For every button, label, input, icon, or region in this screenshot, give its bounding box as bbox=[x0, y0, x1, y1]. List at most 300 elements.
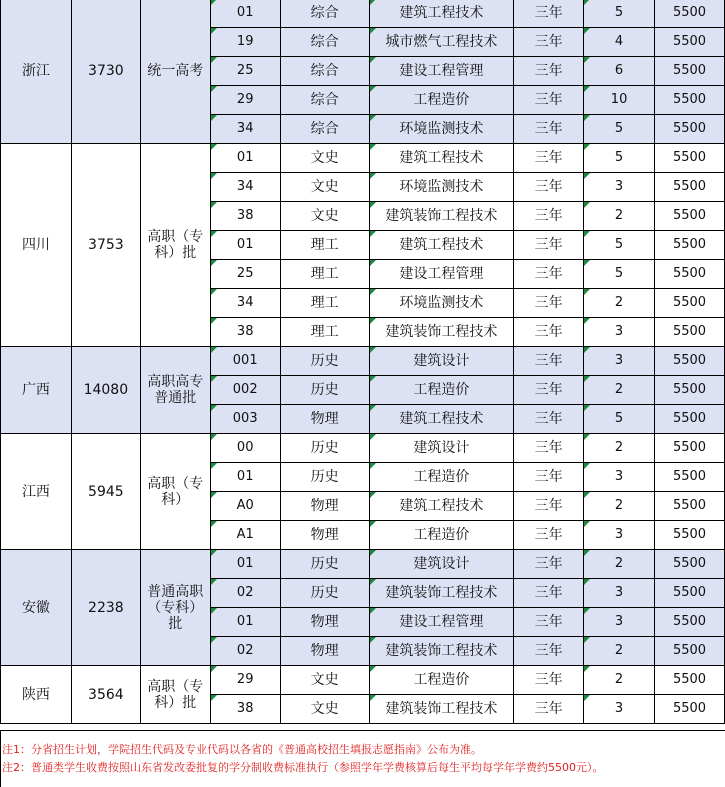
major-code-text: 01 bbox=[236, 614, 254, 629]
major-code-cell bbox=[210, 86, 280, 115]
plan-count-text: 2 bbox=[614, 382, 624, 397]
province-cell: 浙江 bbox=[1, 0, 72, 144]
school-code-cell: 2238 bbox=[71, 550, 140, 666]
tuition-cell bbox=[655, 318, 725, 347]
tuition-text: 5500 bbox=[672, 672, 707, 687]
table-row bbox=[1, 347, 725, 376]
major-code-cell bbox=[210, 347, 280, 376]
major-code-text: 01 bbox=[236, 556, 254, 571]
major-code-cell bbox=[210, 637, 280, 666]
plan-count-text: 5 bbox=[614, 237, 624, 252]
province-cell: 安徽 bbox=[1, 550, 72, 666]
duration-cell bbox=[514, 434, 584, 463]
major-code-text: 29 bbox=[236, 672, 254, 687]
major-name-text: 建设工程管理 bbox=[399, 63, 484, 79]
subject-category-text: 理工 bbox=[310, 324, 339, 340]
duration-text: 三年 bbox=[534, 411, 563, 427]
duration-cell bbox=[514, 695, 584, 724]
comment-marker-icon bbox=[211, 637, 217, 643]
plan-count-text: 2 bbox=[614, 643, 624, 658]
major-name-cell bbox=[369, 492, 514, 521]
comment-marker-icon bbox=[370, 202, 376, 208]
duration-cell bbox=[514, 144, 584, 173]
major-code-text: 01 bbox=[236, 150, 254, 165]
comment-marker-icon bbox=[211, 463, 217, 469]
major-name-text: 建筑装饰工程技术 bbox=[385, 643, 498, 659]
school-code-cell: 3730 bbox=[71, 0, 140, 144]
comment-marker-icon bbox=[211, 202, 217, 208]
tuition-text: 5500 bbox=[672, 353, 707, 368]
tuition-cell bbox=[655, 347, 725, 376]
duration-cell bbox=[514, 28, 584, 57]
plan-count-text: 3 bbox=[614, 614, 624, 629]
major-code-cell bbox=[210, 550, 280, 579]
comment-marker-icon bbox=[211, 521, 217, 527]
subject-category-cell bbox=[280, 144, 369, 173]
batch-cell: 统一高考 bbox=[140, 0, 210, 144]
plan-count-text: 5 bbox=[614, 150, 624, 165]
major-name-text: 工程造价 bbox=[413, 92, 470, 108]
plan-count-cell bbox=[584, 202, 655, 231]
major-name-cell bbox=[369, 579, 514, 608]
tuition-cell bbox=[655, 463, 725, 492]
major-code-text: 34 bbox=[236, 179, 254, 194]
subject-category-cell bbox=[280, 579, 369, 608]
major-name-cell bbox=[369, 173, 514, 202]
duration-cell bbox=[514, 637, 584, 666]
tuition-text: 5500 bbox=[672, 92, 707, 107]
tuition-cell bbox=[655, 579, 725, 608]
plan-count-text: 3 bbox=[614, 324, 624, 339]
subject-category-cell bbox=[280, 260, 369, 289]
subject-category-cell bbox=[280, 86, 369, 115]
duration-text: 三年 bbox=[534, 643, 563, 659]
subject-category-cell bbox=[280, 608, 369, 637]
subject-category-cell bbox=[280, 550, 369, 579]
comment-marker-icon bbox=[584, 579, 590, 585]
major-name-text: 环境监测技术 bbox=[399, 179, 484, 195]
comment-marker-icon bbox=[211, 289, 217, 295]
subject-category-text: 综合 bbox=[310, 34, 339, 50]
plan-count-cell bbox=[584, 434, 655, 463]
major-code-text: 25 bbox=[236, 266, 254, 281]
major-code-cell bbox=[210, 144, 280, 173]
major-name-cell bbox=[369, 57, 514, 86]
major-name-cell bbox=[369, 608, 514, 637]
comment-marker-icon bbox=[370, 289, 376, 295]
tuition-text: 5500 bbox=[672, 34, 707, 49]
major-code-cell bbox=[210, 695, 280, 724]
subject-category-cell bbox=[280, 637, 369, 666]
tuition-text: 5500 bbox=[672, 5, 707, 20]
subject-category-cell bbox=[280, 695, 369, 724]
major-code-text: 02 bbox=[236, 643, 254, 658]
duration-cell bbox=[514, 86, 584, 115]
tuition-cell bbox=[655, 434, 725, 463]
duration-cell bbox=[514, 260, 584, 289]
tuition-cell bbox=[655, 231, 725, 260]
major-code-cell bbox=[210, 260, 280, 289]
comment-marker-icon bbox=[370, 637, 376, 643]
comment-marker-icon bbox=[584, 637, 590, 643]
duration-text: 三年 bbox=[534, 353, 563, 369]
major-code-cell bbox=[210, 57, 280, 86]
major-name-cell bbox=[369, 202, 514, 231]
table-body bbox=[1, 0, 725, 724]
major-code-cell bbox=[210, 492, 280, 521]
duration-text: 三年 bbox=[534, 701, 563, 717]
subject-category-text: 理工 bbox=[310, 295, 339, 311]
duration-text: 三年 bbox=[534, 469, 563, 485]
comment-marker-icon bbox=[370, 492, 376, 498]
major-name-cell bbox=[369, 434, 514, 463]
table-row bbox=[1, 144, 725, 173]
major-name-cell bbox=[369, 289, 514, 318]
comment-marker-icon bbox=[370, 115, 376, 121]
plan-count-text: 6 bbox=[614, 63, 624, 78]
plan-count-cell bbox=[584, 347, 655, 376]
major-code-text: A0 bbox=[236, 498, 254, 513]
comment-marker-icon bbox=[584, 492, 590, 498]
subject-category-text: 综合 bbox=[310, 63, 339, 79]
subject-category-text: 文史 bbox=[310, 672, 339, 688]
duration-cell bbox=[514, 231, 584, 260]
major-name-cell bbox=[369, 347, 514, 376]
comment-marker-icon bbox=[370, 608, 376, 614]
duration-text: 三年 bbox=[534, 150, 563, 166]
plan-count-cell bbox=[584, 492, 655, 521]
plan-count-text: 3 bbox=[614, 585, 624, 600]
major-name-cell bbox=[369, 0, 514, 28]
major-code-text: 00 bbox=[236, 440, 254, 455]
duration-text: 三年 bbox=[534, 527, 563, 543]
plan-count-cell bbox=[584, 318, 655, 347]
duration-cell bbox=[514, 347, 584, 376]
major-name-text: 建筑工程技术 bbox=[399, 498, 484, 514]
major-name-text: 建筑工程技术 bbox=[399, 237, 484, 253]
plan-count-text: 2 bbox=[614, 556, 624, 571]
tuition-text: 5500 bbox=[672, 295, 707, 310]
notes-left-border bbox=[0, 730, 1, 787]
plan-count-cell bbox=[584, 579, 655, 608]
comment-marker-icon bbox=[370, 666, 376, 672]
plan-count-cell bbox=[584, 666, 655, 695]
comment-marker-icon bbox=[370, 434, 376, 440]
comment-marker-icon bbox=[370, 57, 376, 63]
major-code-text: 38 bbox=[236, 208, 254, 223]
plan-count-cell bbox=[584, 115, 655, 144]
subject-category-cell bbox=[280, 318, 369, 347]
major-code-text: 003 bbox=[232, 411, 258, 426]
duration-text: 三年 bbox=[534, 672, 563, 688]
plan-count-text: 3 bbox=[614, 353, 624, 368]
subject-category-cell bbox=[280, 115, 369, 144]
plan-count-cell bbox=[584, 608, 655, 637]
major-code-text: 002 bbox=[232, 382, 258, 397]
subject-category-text: 物理 bbox=[310, 411, 339, 427]
subject-category-cell bbox=[280, 521, 369, 550]
major-name-text: 城市燃气工程技术 bbox=[385, 34, 498, 50]
major-code-cell bbox=[210, 0, 280, 28]
subject-category-text: 综合 bbox=[310, 5, 339, 21]
plan-count-cell bbox=[584, 0, 655, 28]
major-code-cell bbox=[210, 463, 280, 492]
tuition-text: 5500 bbox=[672, 701, 707, 716]
tuition-cell bbox=[655, 637, 725, 666]
major-name-cell bbox=[369, 376, 514, 405]
tuition-text: 5500 bbox=[672, 643, 707, 658]
comment-marker-icon bbox=[370, 579, 376, 585]
subject-category-cell bbox=[280, 173, 369, 202]
subject-category-cell bbox=[280, 0, 369, 28]
duration-text: 三年 bbox=[534, 440, 563, 456]
duration-text: 三年 bbox=[534, 5, 563, 21]
major-code-text: 01 bbox=[236, 469, 254, 484]
plan-count-text: 2 bbox=[614, 295, 624, 310]
subject-category-text: 理工 bbox=[310, 237, 339, 253]
school-code-cell: 14080 bbox=[71, 347, 140, 434]
major-code-cell bbox=[210, 28, 280, 57]
major-name-text: 建筑工程技术 bbox=[399, 411, 484, 427]
province-cell: 江西 bbox=[1, 434, 72, 550]
comment-marker-icon bbox=[370, 144, 376, 150]
tuition-text: 5500 bbox=[672, 498, 707, 513]
comment-marker-icon bbox=[584, 115, 590, 121]
plan-count-text: 2 bbox=[614, 208, 624, 223]
major-code-cell bbox=[210, 434, 280, 463]
subject-category-cell bbox=[280, 376, 369, 405]
major-code-text: 34 bbox=[236, 121, 254, 136]
subject-category-text: 历史 bbox=[310, 585, 339, 601]
comment-marker-icon bbox=[211, 695, 217, 701]
plan-count-cell bbox=[584, 376, 655, 405]
duration-cell bbox=[514, 115, 584, 144]
tuition-text: 5500 bbox=[672, 527, 707, 542]
comment-marker-icon bbox=[584, 231, 590, 237]
major-code-cell bbox=[210, 115, 280, 144]
duration-text: 三年 bbox=[534, 585, 563, 601]
comment-marker-icon bbox=[211, 173, 217, 179]
comment-marker-icon bbox=[584, 376, 590, 382]
notes-block bbox=[2, 741, 722, 777]
comment-marker-icon bbox=[584, 318, 590, 324]
comment-marker-icon bbox=[211, 28, 217, 34]
plan-count-cell bbox=[584, 173, 655, 202]
notes-top-border bbox=[0, 730, 725, 731]
comment-marker-icon bbox=[370, 86, 376, 92]
duration-cell bbox=[514, 173, 584, 202]
major-name-text: 建筑设计 bbox=[413, 353, 470, 369]
duration-cell bbox=[514, 463, 584, 492]
comment-marker-icon bbox=[211, 0, 217, 5]
comment-marker-icon bbox=[370, 347, 376, 353]
plan-count-text: 10 bbox=[610, 92, 628, 107]
major-name-text: 工程造价 bbox=[413, 527, 470, 543]
tuition-cell bbox=[655, 550, 725, 579]
tuition-cell bbox=[655, 57, 725, 86]
major-code-text: 02 bbox=[236, 585, 254, 600]
comment-marker-icon bbox=[584, 260, 590, 266]
tuition-cell bbox=[655, 666, 725, 695]
major-name-cell bbox=[369, 695, 514, 724]
major-code-text: 001 bbox=[232, 353, 258, 368]
major-name-text: 工程造价 bbox=[413, 672, 470, 688]
tuition-cell bbox=[655, 492, 725, 521]
province-cell: 陕西 bbox=[1, 666, 72, 724]
plan-count-cell bbox=[584, 463, 655, 492]
duration-cell bbox=[514, 405, 584, 434]
major-name-text: 建筑设计 bbox=[413, 440, 470, 456]
tuition-text: 5500 bbox=[672, 411, 707, 426]
comment-marker-icon bbox=[584, 550, 590, 556]
subject-category-text: 历史 bbox=[310, 469, 339, 485]
major-name-text: 环境监测技术 bbox=[399, 295, 484, 311]
tuition-cell bbox=[655, 376, 725, 405]
major-name-text: 建筑工程技术 bbox=[399, 150, 484, 166]
major-code-text: 25 bbox=[236, 63, 254, 78]
comment-marker-icon bbox=[584, 608, 590, 614]
major-code-text: A1 bbox=[236, 527, 254, 542]
school-code-cell: 5945 bbox=[71, 434, 140, 550]
major-name-cell bbox=[369, 86, 514, 115]
subject-category-text: 综合 bbox=[310, 121, 339, 137]
school-code-cell: 3564 bbox=[71, 666, 140, 724]
major-name-cell bbox=[369, 231, 514, 260]
batch-cell: 高职（专科）批 bbox=[140, 144, 210, 347]
subject-category-cell bbox=[280, 347, 369, 376]
major-name-text: 建筑工程技术 bbox=[399, 5, 484, 21]
duration-cell bbox=[514, 318, 584, 347]
comment-marker-icon bbox=[211, 579, 217, 585]
comment-marker-icon bbox=[584, 521, 590, 527]
subject-category-cell bbox=[280, 405, 369, 434]
major-name-text: 工程造价 bbox=[413, 469, 470, 485]
major-name-cell bbox=[369, 550, 514, 579]
plan-count-text: 3 bbox=[614, 527, 624, 542]
major-code-cell bbox=[210, 405, 280, 434]
subject-category-text: 理工 bbox=[310, 266, 339, 282]
comment-marker-icon bbox=[370, 318, 376, 324]
major-code-cell bbox=[210, 231, 280, 260]
duration-cell bbox=[514, 492, 584, 521]
duration-cell bbox=[514, 550, 584, 579]
major-code-text: 29 bbox=[236, 92, 254, 107]
batch-cell: 高职高专普通批 bbox=[140, 347, 210, 434]
comment-marker-icon bbox=[370, 695, 376, 701]
comment-marker-icon bbox=[370, 550, 376, 556]
duration-text: 三年 bbox=[534, 63, 563, 79]
comment-marker-icon bbox=[370, 173, 376, 179]
tuition-text: 5500 bbox=[672, 382, 707, 397]
duration-cell bbox=[514, 666, 584, 695]
note-2: 注2：普通类学生收费按照山东省发改委批复的学分制收费标准执行（参照学年学费核算后每生平均每学年学费约5500元）。 bbox=[2, 761, 604, 774]
tuition-text: 5500 bbox=[672, 179, 707, 194]
plan-count-cell bbox=[584, 637, 655, 666]
major-name-cell bbox=[369, 115, 514, 144]
subject-category-text: 文史 bbox=[310, 701, 339, 717]
major-code-cell bbox=[210, 173, 280, 202]
comment-marker-icon bbox=[584, 347, 590, 353]
major-name-text: 建筑设计 bbox=[413, 556, 470, 572]
major-code-text: 19 bbox=[236, 34, 254, 49]
subject-category-cell bbox=[280, 666, 369, 695]
tuition-text: 5500 bbox=[672, 440, 707, 455]
comment-marker-icon bbox=[584, 28, 590, 34]
plan-count-cell bbox=[584, 289, 655, 318]
duration-text: 三年 bbox=[534, 92, 563, 108]
major-code-cell bbox=[210, 376, 280, 405]
major-name-cell bbox=[369, 637, 514, 666]
major-code-cell bbox=[210, 289, 280, 318]
table-row bbox=[1, 0, 725, 28]
major-code-text: 38 bbox=[236, 324, 254, 339]
tuition-text: 5500 bbox=[672, 469, 707, 484]
province-cell: 四川 bbox=[1, 144, 72, 347]
major-code-text: 38 bbox=[236, 701, 254, 716]
comment-marker-icon bbox=[211, 144, 217, 150]
tuition-cell bbox=[655, 173, 725, 202]
tuition-cell bbox=[655, 695, 725, 724]
tuition-cell bbox=[655, 144, 725, 173]
tuition-text: 5500 bbox=[672, 324, 707, 339]
tuition-cell bbox=[655, 28, 725, 57]
plan-count-cell bbox=[584, 521, 655, 550]
subject-category-cell bbox=[280, 289, 369, 318]
tuition-text: 5500 bbox=[672, 556, 707, 571]
duration-text: 三年 bbox=[534, 382, 563, 398]
comment-marker-icon bbox=[370, 231, 376, 237]
comment-marker-icon bbox=[584, 144, 590, 150]
tuition-cell bbox=[655, 608, 725, 637]
comment-marker-icon bbox=[370, 260, 376, 266]
major-name-text: 建设工程管理 bbox=[399, 266, 484, 282]
duration-text: 三年 bbox=[534, 179, 563, 195]
plan-count-cell bbox=[584, 695, 655, 724]
duration-cell bbox=[514, 521, 584, 550]
comment-marker-icon bbox=[370, 463, 376, 469]
tuition-cell bbox=[655, 115, 725, 144]
subject-category-cell bbox=[280, 434, 369, 463]
major-name-text: 环境监测技术 bbox=[399, 121, 484, 137]
major-name-cell bbox=[369, 144, 514, 173]
subject-category-text: 物理 bbox=[310, 527, 339, 543]
major-name-text: 建筑装饰工程技术 bbox=[385, 324, 498, 340]
duration-cell bbox=[514, 202, 584, 231]
comment-marker-icon bbox=[211, 318, 217, 324]
tuition-text: 5500 bbox=[672, 121, 707, 136]
plan-count-text: 4 bbox=[614, 34, 624, 49]
batch-cell: 高职（专科） bbox=[140, 434, 210, 550]
major-name-text: 建筑装饰工程技术 bbox=[385, 585, 498, 601]
duration-text: 三年 bbox=[534, 556, 563, 572]
comment-marker-icon bbox=[584, 434, 590, 440]
comment-marker-icon bbox=[370, 0, 376, 5]
comment-marker-icon bbox=[370, 405, 376, 411]
plan-count-text: 2 bbox=[614, 440, 624, 455]
school-code-cell: 3753 bbox=[71, 144, 140, 347]
duration-text: 三年 bbox=[534, 498, 563, 514]
tuition-text: 5500 bbox=[672, 266, 707, 281]
comment-marker-icon bbox=[584, 57, 590, 63]
tuition-text: 5500 bbox=[672, 585, 707, 600]
comment-marker-icon bbox=[370, 521, 376, 527]
duration-cell bbox=[514, 0, 584, 28]
major-name-text: 工程造价 bbox=[413, 382, 470, 398]
comment-marker-icon bbox=[211, 434, 217, 440]
major-code-cell bbox=[210, 579, 280, 608]
comment-marker-icon bbox=[584, 173, 590, 179]
duration-text: 三年 bbox=[534, 237, 563, 253]
